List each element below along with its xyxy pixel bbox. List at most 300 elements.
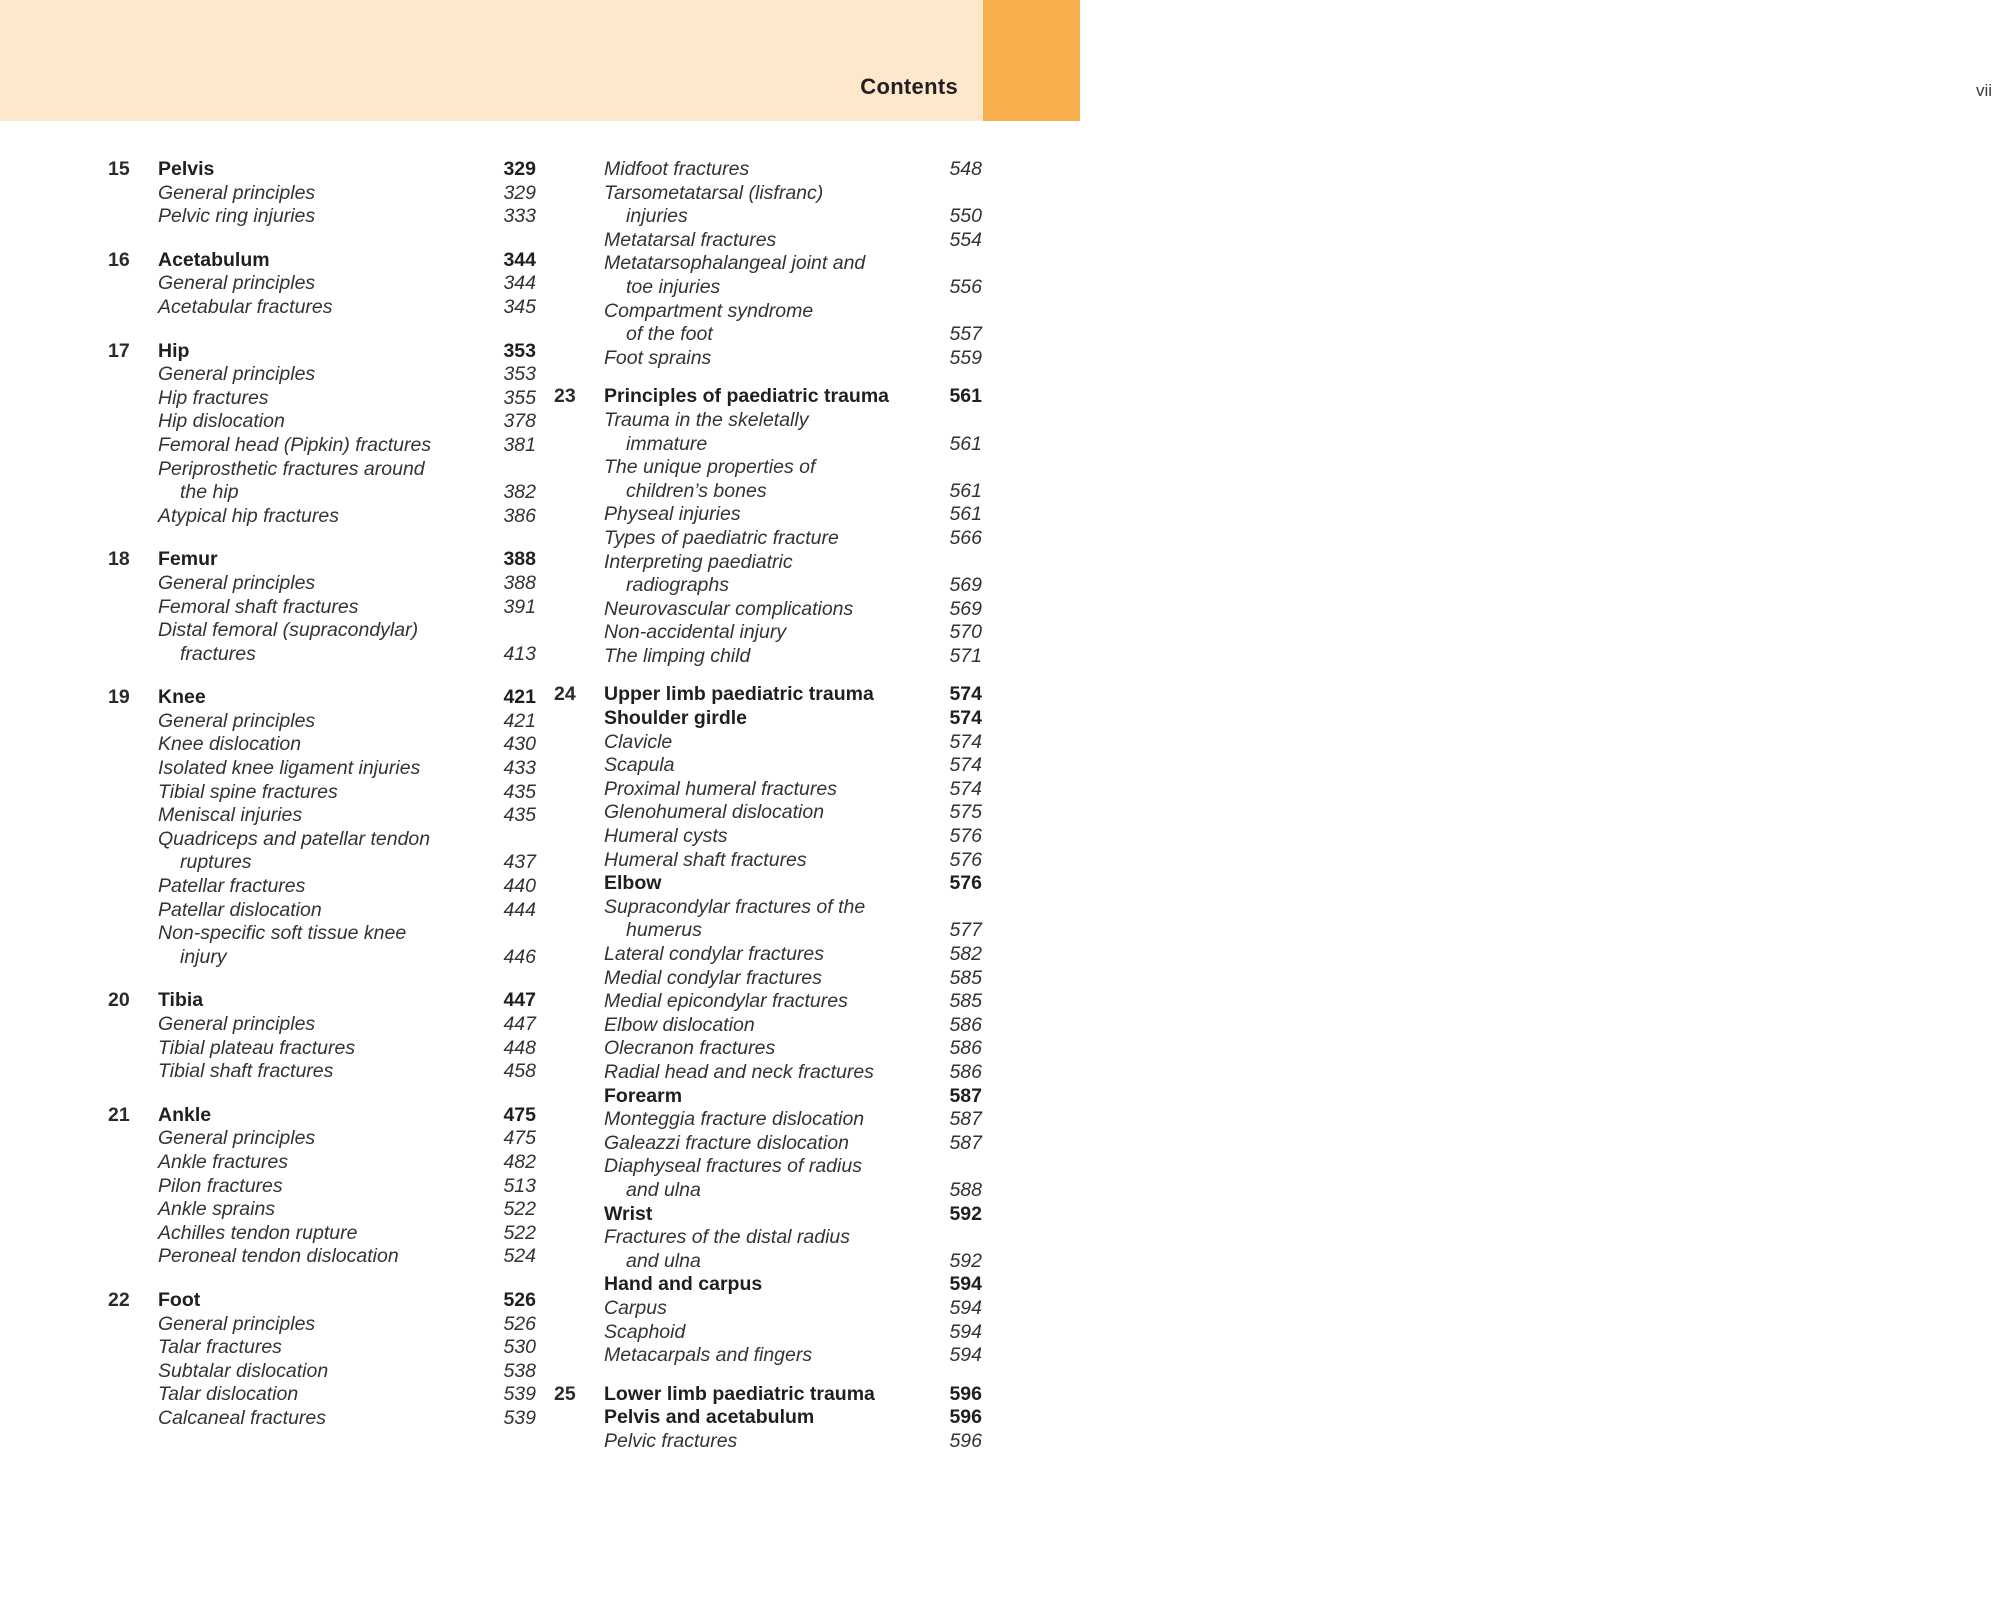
toc-entry-row[interactable]	[554, 323, 982, 347]
entry-title[interactable]: Talar dislocation	[158, 1383, 299, 1406]
entry-title[interactable]: Pilon fractures	[158, 1174, 283, 1197]
entry-title[interactable]: Tarsometatarsal (lisfranc)	[604, 181, 824, 204]
entry-page-number: 475	[503, 1127, 536, 1150]
entry-page-number: 482	[503, 1150, 536, 1173]
entry-title[interactable]: Diaphyseal fractures of radius	[604, 1155, 862, 1178]
toc-entry-row[interactable]	[554, 1132, 982, 1156]
entry-title[interactable]: Metacarpals and fingers	[604, 1344, 813, 1367]
toc-entry-row[interactable]	[554, 527, 982, 551]
entry-page-number: 561	[949, 479, 982, 502]
entry-title[interactable]: Fractures of the distal radius	[604, 1226, 851, 1249]
toc-entry-row[interactable]	[108, 363, 536, 387]
chapter-title[interactable]: Tibia	[158, 989, 204, 1012]
toc-entry-row[interactable]	[554, 1108, 982, 1132]
entry-page-number: 582	[949, 943, 982, 965]
toc-entry-row[interactable]	[554, 252, 982, 276]
toc-chapter	[108, 548, 536, 666]
entry-title[interactable]: Hip fractures	[158, 386, 269, 409]
chapter-number: 20	[108, 989, 130, 1012]
entry-page-number: 522	[503, 1198, 536, 1221]
toc-column-right	[554, 158, 982, 1453]
entry-page-number: 571	[949, 644, 982, 667]
chapter-number: 24	[554, 683, 576, 706]
chapter-title[interactable]: Principles of paediatric trauma	[604, 385, 890, 408]
toc-entry-row[interactable]	[108, 1198, 536, 1222]
toc-entry-row[interactable]	[554, 598, 982, 622]
entry-title[interactable]: Olecranon fractures	[604, 1037, 776, 1060]
entry-title[interactable]: Metatarsophalangeal joint and	[604, 252, 866, 275]
entry-title[interactable]: Acetabular fractures	[158, 295, 333, 318]
entry-title[interactable]: Proximal humeral fractures	[604, 777, 837, 800]
toc-entry-row[interactable]	[108, 272, 536, 296]
toc-entry-row[interactable]	[108, 410, 536, 434]
entry-title[interactable]: General principles	[158, 1127, 316, 1150]
section-heading-row[interactable]	[554, 1085, 982, 1109]
entry-page-number: 446	[503, 945, 536, 968]
toc-entry-row[interactable]	[108, 851, 536, 875]
toc-entry-row[interactable]	[108, 1245, 536, 1269]
entry-page-number: 353	[503, 363, 536, 386]
chapter-title[interactable]: Ankle	[158, 1103, 212, 1126]
running-head-title: Contents	[860, 74, 958, 99]
entry-title[interactable]: General principles	[158, 709, 316, 732]
toc-entry-row[interactable]	[108, 875, 536, 899]
toc-entry-row[interactable]	[554, 409, 982, 433]
entry-page-number: 386	[503, 504, 536, 527]
entry-title[interactable]: General principles	[158, 571, 316, 594]
entry-page-number: 421	[503, 709, 536, 732]
chapter-number: 25	[554, 1382, 576, 1405]
entry-title[interactable]: Lateral condylar fractures	[604, 943, 825, 965]
entry-page-number: 435	[503, 804, 536, 827]
entry-page-number: 569	[949, 574, 982, 597]
entry-title[interactable]: Distal femoral (supracondylar)	[158, 619, 419, 642]
chapter-title[interactable]: Femur	[158, 548, 218, 571]
toc-entry-row[interactable]	[554, 1179, 982, 1203]
entry-title[interactable]: Neurovascular complications	[604, 597, 854, 620]
entry-title[interactable]: General principles	[158, 181, 316, 204]
entry-title[interactable]: General principles	[158, 1013, 316, 1035]
entry-page-number: 574	[949, 754, 982, 777]
entry-page-number: 388	[503, 571, 536, 594]
entry-page-number: 526	[503, 1312, 536, 1335]
chapter-heading-row[interactable]	[108, 989, 536, 1013]
toc-entry-row[interactable]	[108, 643, 536, 667]
entry-title[interactable]: humerus	[626, 919, 702, 942]
toc-entry-row[interactable]	[554, 1344, 982, 1368]
page-number: vii	[1976, 81, 1992, 100]
toc-entry-row[interactable]	[108, 757, 536, 781]
entry-title[interactable]: Tibial spine fractures	[158, 780, 338, 803]
entry-title[interactable]: injury	[180, 945, 227, 968]
toc-entry-row[interactable]	[554, 551, 982, 575]
toc-entry-row[interactable]	[108, 1313, 536, 1337]
entry-page-number: 574	[949, 707, 982, 730]
toc-entry-row[interactable]	[108, 505, 536, 529]
toc-entry-row[interactable]	[108, 182, 536, 206]
toc-entry-row[interactable]	[108, 710, 536, 734]
entry-page-number: 575	[949, 801, 982, 824]
toc-entry-row[interactable]	[108, 572, 536, 596]
section-heading-row[interactable]	[554, 872, 982, 896]
entry-page-number: 433	[503, 757, 536, 780]
entry-title[interactable]: Scapula	[604, 754, 675, 777]
entry-page-number: 345	[503, 295, 536, 318]
section-heading-row[interactable]	[554, 1203, 982, 1227]
entry-page-number: 447	[503, 1013, 536, 1035]
entry-page-number: 569	[949, 597, 982, 620]
entry-title[interactable]: Humeral cysts	[604, 825, 728, 848]
entry-page-number: 355	[503, 386, 536, 409]
entry-title[interactable]: immature	[626, 432, 708, 455]
toc-entry-row[interactable]	[108, 296, 536, 320]
entry-page-number: 585	[949, 966, 982, 989]
entry-title[interactable]: and ulna	[626, 1178, 701, 1201]
toc-entry-row[interactable]	[554, 1297, 982, 1321]
toc-chapter	[108, 158, 536, 229]
toc-entry-row[interactable]	[554, 456, 982, 480]
toc-entry-row[interactable]	[108, 481, 536, 505]
toc-column-left	[108, 158, 536, 1431]
entry-page-number: 524	[503, 1245, 536, 1268]
entry-title[interactable]: The limping child	[604, 644, 751, 667]
entry-page-number: 587	[949, 1084, 982, 1107]
toc-chapter	[554, 385, 982, 668]
toc-entry-row[interactable]	[554, 990, 982, 1014]
entry-title[interactable]: Humeral shaft fractures	[604, 848, 807, 871]
toc-entry-row[interactable]	[108, 1407, 536, 1431]
toc-entry-row[interactable]	[108, 828, 536, 852]
entry-title[interactable]: Talar fractures	[158, 1336, 282, 1359]
entry-page-number: 435	[503, 780, 536, 803]
toc-entry-row[interactable]	[554, 731, 982, 755]
entry-title[interactable]: Metatarsal fractures	[604, 228, 777, 251]
entry-title[interactable]: of the foot	[626, 323, 713, 346]
entry-title[interactable]: Glenohumeral dislocation	[604, 801, 825, 824]
entry-title[interactable]: General principles	[158, 1312, 316, 1335]
entry-page-number: 577	[949, 919, 982, 942]
entry-title[interactable]: Supracondylar fractures of the	[604, 895, 866, 918]
chapter-number: 16	[108, 248, 130, 271]
entry-title[interactable]: Interpreting paediatric	[604, 550, 793, 573]
entry-page-number: 561	[949, 503, 982, 526]
entry-page-number: 592	[949, 1202, 982, 1225]
entry-page-number: 559	[949, 346, 982, 369]
entry-page-number: 550	[949, 205, 982, 228]
section-heading-row[interactable]	[554, 707, 982, 731]
toc-entry-row[interactable]	[554, 896, 982, 920]
toc-entry-row[interactable]	[554, 1061, 982, 1085]
entry-title[interactable]: radiographs	[626, 574, 729, 597]
section-title[interactable]: Forearm	[604, 1084, 683, 1107]
toc-entry-row[interactable]	[108, 1013, 536, 1037]
chapter-title[interactable]: Foot	[158, 1288, 201, 1311]
chapter-heading-row[interactable]	[108, 158, 536, 182]
entry-title[interactable]: Achilles tendon rupture	[158, 1221, 358, 1244]
chapter-page-number: 447	[503, 989, 536, 1012]
chapter-page-number: 596	[949, 1382, 982, 1405]
toc-entry-row[interactable]	[108, 1360, 536, 1384]
entry-title[interactable]: Tibial shaft fractures	[158, 1060, 334, 1083]
entry-title[interactable]: Subtalar dislocation	[158, 1359, 329, 1382]
chapter-title[interactable]: Hip	[158, 339, 190, 362]
entry-title[interactable]: Trauma in the skeletally	[604, 408, 809, 431]
entry-title[interactable]: toe injuries	[626, 275, 721, 298]
entry-page-number: 413	[503, 642, 536, 665]
entry-page-number: 596	[949, 1406, 982, 1429]
entry-page-number: 566	[949, 526, 982, 549]
entry-title[interactable]: The unique properties of	[604, 456, 816, 479]
toc-entry-row[interactable]	[108, 804, 536, 828]
toc-entry-row[interactable]	[108, 899, 536, 923]
toc-entry-row[interactable]	[554, 1321, 982, 1345]
toc-entry-row[interactable]	[554, 967, 982, 991]
entry-page-number: 329	[503, 181, 536, 204]
toc-entry-row[interactable]	[554, 158, 982, 182]
chapter-title[interactable]: Upper limb paediatric trauma	[604, 683, 874, 706]
entry-title[interactable]: Ankle fractures	[158, 1150, 289, 1173]
entry-title[interactable]: Isolated knee ligament injuries	[158, 757, 421, 780]
entry-title[interactable]: Clavicle	[604, 730, 673, 753]
entry-page-number: 333	[503, 205, 536, 228]
section-title[interactable]: Wrist	[604, 1202, 653, 1225]
chapter-heading-row[interactable]	[554, 683, 982, 707]
toc-entry-row[interactable]	[554, 433, 982, 457]
toc-entry-row[interactable]	[554, 849, 982, 873]
entry-title[interactable]: General principles	[158, 363, 316, 386]
entry-page-number: 522	[503, 1221, 536, 1244]
toc-entry-row[interactable]	[108, 1060, 536, 1084]
entry-page-number: 539	[503, 1406, 536, 1429]
entry-title[interactable]: children’s bones	[626, 479, 767, 502]
entry-page-number: 576	[949, 872, 982, 895]
chapter-heading-row[interactable]	[108, 249, 536, 273]
section-title[interactable]: Pelvis and acetabulum	[604, 1406, 815, 1429]
entry-title[interactable]: Knee dislocation	[158, 733, 302, 756]
entry-title[interactable]: ruptures	[180, 851, 252, 874]
entry-page-number: 539	[503, 1383, 536, 1406]
entry-page-number: 382	[503, 481, 536, 504]
entry-title[interactable]: Elbow dislocation	[604, 1013, 755, 1036]
chapter-number: 22	[108, 1288, 130, 1311]
chapter-heading-row[interactable]	[554, 385, 982, 409]
toc-entry-row[interactable]	[108, 733, 536, 757]
toc-chapter	[554, 683, 982, 1367]
section-title[interactable]: Shoulder girdle	[604, 707, 748, 730]
entry-page-number: 430	[503, 733, 536, 756]
toc-entry-row[interactable]	[554, 276, 982, 300]
toc-entry-row[interactable]	[554, 205, 982, 229]
entry-page-number: 557	[949, 323, 982, 346]
entry-title[interactable]: Peroneal tendon dislocation	[158, 1245, 399, 1268]
entry-page-number: 585	[949, 990, 982, 1013]
entry-title[interactable]: Periprosthetic fractures around	[158, 457, 425, 480]
entry-title[interactable]: Quadriceps and patellar tendon	[158, 827, 431, 850]
entry-page-number: 458	[503, 1060, 536, 1083]
chapter-number: 19	[108, 686, 130, 709]
chapter-title[interactable]: Acetabulum	[158, 248, 270, 271]
entry-title[interactable]: Pelvic ring injuries	[158, 205, 316, 228]
entry-title[interactable]: Non-accidental injury	[604, 621, 787, 644]
toc-entry-row[interactable]	[554, 778, 982, 802]
toc-entry-row[interactable]	[554, 300, 982, 324]
entry-page-number: 594	[949, 1296, 982, 1319]
toc-entry-row[interactable]	[108, 1383, 536, 1407]
chapter-page-number: 421	[503, 686, 536, 709]
entry-title[interactable]: Physeal injuries	[604, 503, 741, 526]
section-title[interactable]: Elbow	[604, 872, 662, 895]
entry-title[interactable]: Carpus	[604, 1296, 667, 1319]
chapter-heading-row[interactable]	[108, 340, 536, 364]
entry-page-number: 378	[503, 410, 536, 433]
entry-title[interactable]: Ankle sprains	[158, 1198, 276, 1221]
toc-entry-row[interactable]	[554, 754, 982, 778]
toc-entry-row[interactable]	[108, 1336, 536, 1360]
entry-page-number: 391	[503, 595, 536, 618]
entry-title[interactable]: Femoral shaft fractures	[158, 595, 359, 618]
entry-title[interactable]: Femoral head (Pipkin) fractures	[158, 433, 432, 456]
entry-title[interactable]: Medial condylar fractures	[604, 966, 822, 989]
chapter-number: 15	[108, 158, 130, 180]
chapter-heading-row[interactable]	[108, 1289, 536, 1313]
chapter-title[interactable]: Pelvis	[158, 158, 215, 180]
toc-entry-row[interactable]	[108, 205, 536, 229]
toc-entry-row[interactable]	[554, 825, 982, 849]
toc-entry-row[interactable]	[554, 182, 982, 206]
entry-page-number: 561	[949, 432, 982, 455]
toc-entry-row[interactable]	[554, 943, 982, 967]
entry-page-number: 548	[949, 158, 982, 180]
toc-entry-row[interactable]	[554, 919, 982, 943]
entry-title[interactable]: Galeazzi fracture dislocation	[604, 1131, 849, 1154]
entry-page-number: 592	[949, 1249, 982, 1272]
chapter-number: 21	[108, 1103, 130, 1126]
toc-chapter	[108, 340, 536, 529]
toc-entry-row[interactable]	[554, 229, 982, 253]
page-number-tab	[983, 0, 1992, 121]
toc-entry-row[interactable]	[108, 946, 536, 970]
toc-entry-row[interactable]	[554, 1226, 982, 1250]
toc-entry-row[interactable]	[108, 387, 536, 411]
toc-entry-row[interactable]	[554, 801, 982, 825]
toc-entry-row[interactable]	[554, 574, 982, 598]
entry-title[interactable]: Monteggia fracture dislocation	[604, 1108, 865, 1131]
entry-title[interactable]: Calcaneal fractures	[158, 1406, 326, 1429]
entry-page-number: 586	[949, 1037, 982, 1060]
entry-title[interactable]: Foot sprains	[604, 346, 712, 369]
section-title[interactable]: Hand and carpus	[604, 1273, 763, 1296]
entry-title[interactable]: General principles	[158, 272, 316, 295]
toc-entry-row[interactable]	[108, 619, 536, 643]
toc-entry-row[interactable]	[554, 1250, 982, 1274]
toc-chapter	[108, 249, 536, 320]
entry-title[interactable]: Hip dislocation	[158, 410, 285, 433]
entry-title[interactable]: Medial epicondylar fractures	[604, 990, 848, 1013]
toc-entry-row[interactable]	[554, 503, 982, 527]
entry-title[interactable]: the hip	[180, 481, 239, 504]
entry-page-number: 574	[949, 730, 982, 753]
chapter-number: 17	[108, 339, 130, 362]
chapter-heading-row[interactable]	[108, 686, 536, 710]
toc-entry-row[interactable]	[554, 347, 982, 371]
entry-title[interactable]: Scaphoid	[604, 1320, 686, 1343]
toc-entry-row[interactable]	[108, 1151, 536, 1175]
entry-page-number: 574	[949, 777, 982, 800]
entry-title[interactable]: Midfoot fractures	[604, 158, 750, 180]
chapter-title[interactable]: Knee	[158, 686, 206, 709]
entry-title[interactable]: Pelvic fractures	[604, 1429, 738, 1452]
toc-entry-row[interactable]	[554, 1430, 982, 1454]
toc-entry-row[interactable]	[554, 1037, 982, 1061]
toc-entry-row[interactable]	[108, 434, 536, 458]
entry-page-number: 344	[503, 272, 536, 295]
toc-entry-row[interactable]	[554, 645, 982, 669]
entry-page-number: 586	[949, 1013, 982, 1036]
toc-entry-row[interactable]	[108, 596, 536, 620]
toc-entry-row[interactable]	[554, 621, 982, 645]
chapter-number: 18	[108, 548, 130, 571]
chapter-page-number: 561	[949, 385, 982, 408]
toc-entry-row[interactable]	[108, 458, 536, 482]
toc-entry-row[interactable]	[108, 1175, 536, 1199]
entry-title[interactable]: injuries	[626, 205, 688, 228]
toc-entry-row[interactable]	[108, 1222, 536, 1246]
chapter-heading-row[interactable]	[108, 548, 536, 572]
entry-page-number: 596	[949, 1429, 982, 1452]
toc-entry-row[interactable]	[108, 1037, 536, 1061]
entry-page-number: 594	[949, 1344, 982, 1367]
toc-chapter	[108, 1289, 536, 1431]
entry-title[interactable]: Atypical hip fractures	[158, 504, 339, 527]
toc-entry-row[interactable]	[554, 1155, 982, 1179]
entry-title[interactable]: Patellar dislocation	[158, 898, 322, 921]
chapter-heading-row[interactable]	[554, 1383, 982, 1407]
entry-title[interactable]: Meniscal injuries	[158, 804, 303, 827]
entry-page-number: 570	[949, 621, 982, 644]
entry-title[interactable]: fractures	[180, 642, 256, 665]
entry-title[interactable]: Compartment syndrome	[604, 299, 814, 322]
chapter-page-number: 475	[503, 1103, 536, 1126]
entry-page-number: 440	[503, 875, 536, 898]
entry-title[interactable]: Tibial plateau fractures	[158, 1036, 356, 1059]
section-heading-row[interactable]	[554, 1406, 982, 1430]
section-heading-row[interactable]	[554, 1273, 982, 1297]
chapter-page-number: 388	[503, 548, 536, 571]
toc-entry-row[interactable]	[108, 1127, 536, 1151]
entry-page-number: 381	[503, 433, 536, 456]
chapter-title[interactable]: Lower limb paediatric trauma	[604, 1382, 875, 1405]
entry-page-number: 437	[503, 851, 536, 874]
toc-entry-row[interactable]	[108, 781, 536, 805]
entry-title[interactable]: and ulna	[626, 1249, 701, 1272]
chapter-number: 23	[554, 385, 576, 408]
entry-page-number: 444	[503, 898, 536, 921]
toc-entry-row[interactable]	[554, 480, 982, 504]
entry-title[interactable]: Types of paediatric fracture	[604, 526, 839, 549]
chapter-page-number: 353	[503, 339, 536, 362]
entry-title[interactable]: Radial head and neck fractures	[604, 1060, 874, 1083]
chapter-heading-row[interactable]	[108, 1104, 536, 1128]
toc-entry-row[interactable]	[108, 922, 536, 946]
chapter-page-number: 344	[503, 248, 536, 271]
chapter-page-number: 574	[949, 683, 982, 706]
entry-title[interactable]: Non-specific soft tissue knee	[158, 922, 407, 945]
toc-entry-row[interactable]	[554, 1014, 982, 1038]
entry-page-number: 594	[949, 1273, 982, 1296]
toc-chapter	[108, 989, 536, 1083]
entry-page-number: 448	[503, 1036, 536, 1059]
entry-title[interactable]: Patellar fractures	[158, 875, 306, 898]
